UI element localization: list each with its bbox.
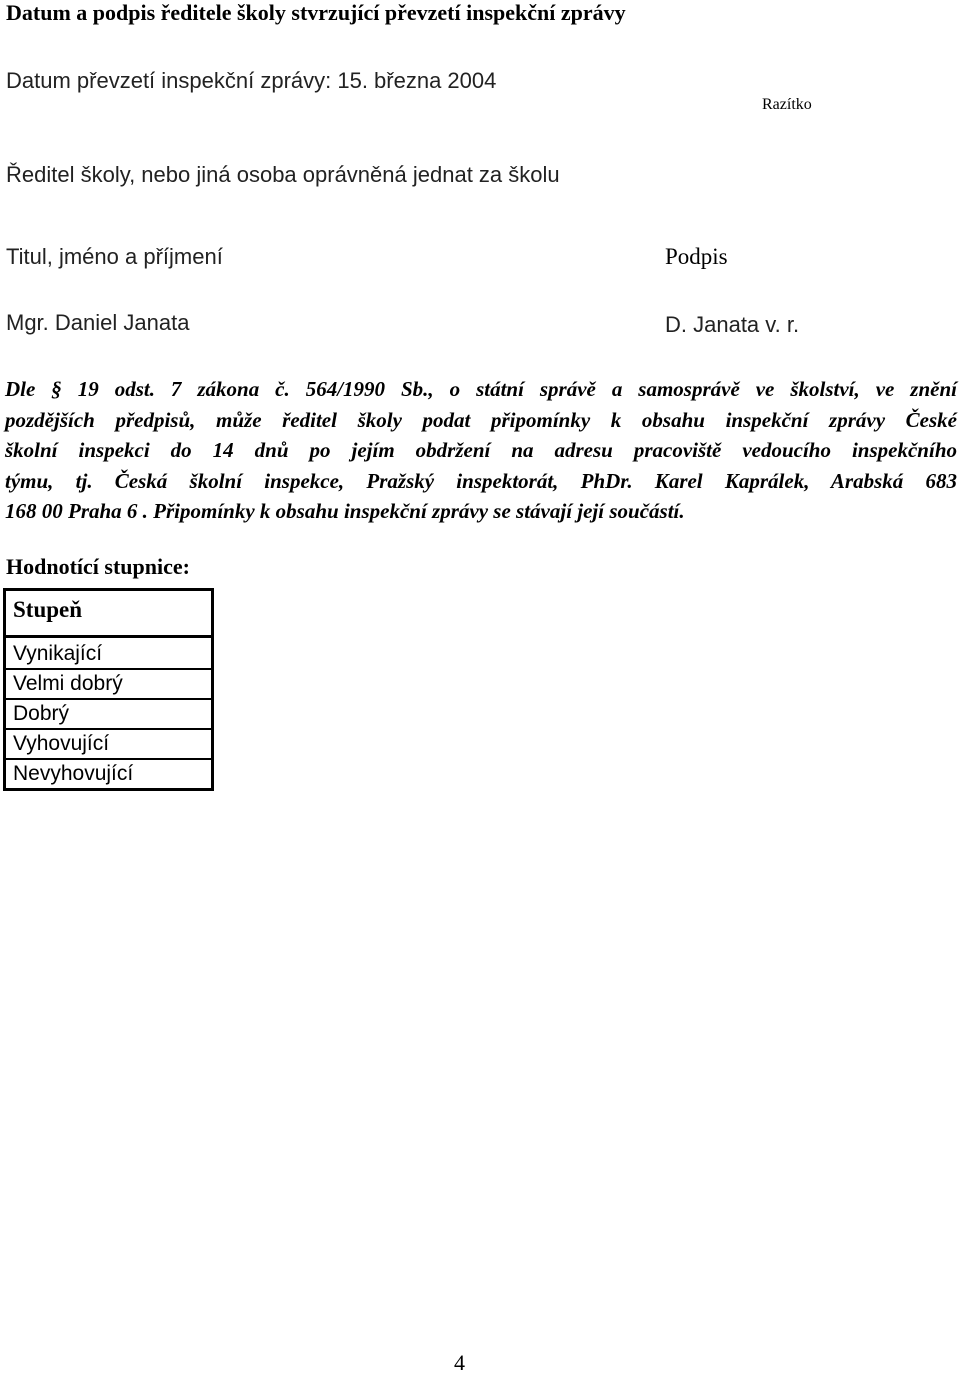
scale-item: Dobrý — [5, 699, 213, 729]
legal-notice-line: týmu, tj. Česká školní inspekce, Pražský inspektorát, PhDr. Karel Kaprálek, Arabská 683 — [5, 468, 957, 493]
rating-scale-table — [3, 588, 214, 791]
scale-header: Stupeň — [5, 590, 213, 637]
director-line: Ředitel školy, nebo jiná osoba oprávněná jednat za školu — [6, 162, 560, 187]
legal-notice — [5, 374, 957, 527]
legal-notice-line: pozdějších předpisů, může ředitel školy podat připomínky k obsahu inspekční zprávy České — [5, 407, 957, 432]
scale-item: Velmi dobrý — [5, 669, 213, 699]
signature-label: Podpis — [665, 244, 728, 269]
scale-title: Hodnotící stupnice: — [6, 554, 190, 579]
scale-item: Nevyhovující — [5, 759, 213, 790]
legal-notice-line: 168 00 Praha 6 . Připomínky k obsahu inspekční zprávy se stávají její součástí. — [5, 499, 685, 523]
stamp-label: Razítko — [762, 96, 812, 113]
date-received-line: Datum převzetí inspekční zprávy: 15. března 2004 — [6, 68, 497, 93]
document-title: Datum a podpis ředitele školy stvrzující převzetí inspekční zprávy — [6, 0, 626, 25]
scale-item: Vynikající — [5, 637, 213, 670]
legal-notice-line: Dle § 19 odst. 7 zákona č. 564/1990 Sb., o státní správě a samosprávě ve školství, ve znění — [5, 377, 957, 401]
legal-notice-line: školní inspekci do 14 dnů po jejím obdržení na adresu pracoviště vedoucího inspekčního — [5, 438, 957, 462]
signature-value: D. Janata v. r. — [665, 312, 800, 337]
name-label: Titul, jméno a příjmení — [6, 244, 223, 269]
name-value: Mgr. Daniel Janata — [6, 310, 190, 335]
scale-item: Vyhovující — [5, 729, 213, 759]
page-number: 4 — [454, 1350, 465, 1375]
